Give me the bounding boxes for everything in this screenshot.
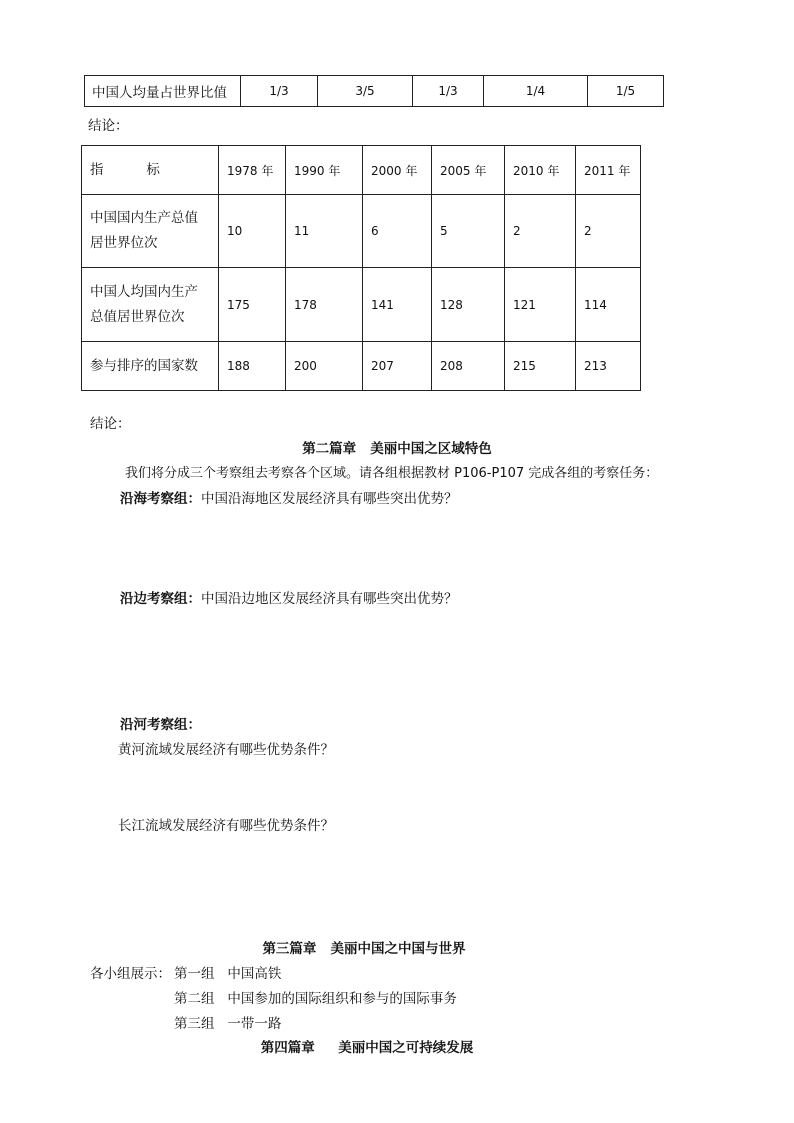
- table-header-row: [82, 146, 641, 195]
- table-cell: 1/4: [484, 76, 588, 107]
- table-cell: 10: [219, 195, 286, 268]
- section-title: 第二篇章 美丽中国之区域特色: [302, 441, 492, 457]
- conclusion-label: 结论：: [88, 118, 129, 134]
- column-header: 2011 年: [576, 146, 641, 195]
- section-intro: 我们将分成三个考察组去考察各个区域。请各组根据教材 P106-P107 完成各组的考察任务：: [125, 466, 659, 481]
- table-cell: 141: [363, 268, 432, 342]
- group-label: 沿边考察组：: [120, 591, 201, 607]
- table-cell: 11: [286, 195, 363, 268]
- group-item: 第二组 中国参加的国际组织和参与的国际事务: [174, 991, 457, 1007]
- group-label: 沿河考察组：: [120, 717, 201, 733]
- table-cell: 1/3: [241, 76, 318, 107]
- gdp-ranking-table: [81, 145, 641, 391]
- row-label-line: 总值居世界位次: [90, 308, 185, 325]
- section-title: 第三篇章 美丽中国之中国与世界: [262, 941, 466, 957]
- table-cell: 1/3: [413, 76, 484, 107]
- table-cell: 188: [219, 342, 286, 391]
- row-label: 参与排序的国家数: [82, 342, 219, 391]
- table-cell: 5: [432, 195, 505, 268]
- column-header: 2005 年: [432, 146, 505, 195]
- table-cell: 178: [286, 268, 363, 342]
- per-capita-ratio-table: [84, 75, 664, 107]
- table-row: [82, 268, 641, 342]
- table-cell: 3/5: [318, 76, 413, 107]
- table-cell: 114: [576, 268, 641, 342]
- conclusion-label: 结论：: [90, 416, 131, 432]
- table-cell: 6: [363, 195, 432, 268]
- table-cell: 213: [576, 342, 641, 391]
- row-label: 中国人均量占世界比值: [85, 76, 241, 107]
- table-row: [82, 342, 641, 391]
- question-line: [120, 487, 458, 507]
- group-show-label: 各小组展示：: [90, 966, 171, 982]
- question-line: [120, 587, 458, 607]
- column-header: 1978 年: [219, 146, 286, 195]
- question-text: 中国沿边地区发展经济具有哪些突出优势？: [201, 591, 458, 607]
- row-label-line: 中国人均国内生产: [90, 283, 198, 300]
- table-cell: 207: [363, 342, 432, 391]
- table-cell: 2: [576, 195, 641, 268]
- column-header: 2010 年: [505, 146, 576, 195]
- question-text: 中国沿海地区发展经济具有哪些突出优势？: [201, 491, 458, 507]
- column-header: 1990 年: [286, 146, 363, 195]
- row-label-line: 居世界位次: [90, 235, 158, 251]
- table-cell: 1/5: [588, 76, 664, 107]
- table-cell: 208: [432, 342, 505, 391]
- table-cell: 200: [286, 342, 363, 391]
- group-item: 第三组 一带一路: [174, 1016, 282, 1032]
- row-label-line: 中国国内生产总值: [90, 210, 198, 226]
- row-label: [82, 195, 219, 268]
- section-title: 第四篇章 美丽中国之可持续发展: [260, 1040, 474, 1056]
- column-header: 2000 年: [363, 146, 432, 195]
- table-cell: 121: [505, 268, 576, 342]
- table-cell: 215: [505, 342, 576, 391]
- group-item: 第一组 中国高铁: [174, 966, 282, 982]
- table-cell: 175: [219, 268, 286, 342]
- table-row: [82, 195, 641, 268]
- row-label: [82, 268, 219, 342]
- group-label: 沿海考察组：: [120, 491, 201, 507]
- table-cell: 128: [432, 268, 505, 342]
- table-cell: 2: [505, 195, 576, 268]
- question-text: 黄河流域发展经济有哪些优势条件？: [118, 742, 334, 758]
- table-row: [85, 76, 664, 107]
- question-text: 长江流域发展经济有哪些优势条件？: [118, 818, 334, 834]
- header-indicator: 指 标: [82, 146, 219, 195]
